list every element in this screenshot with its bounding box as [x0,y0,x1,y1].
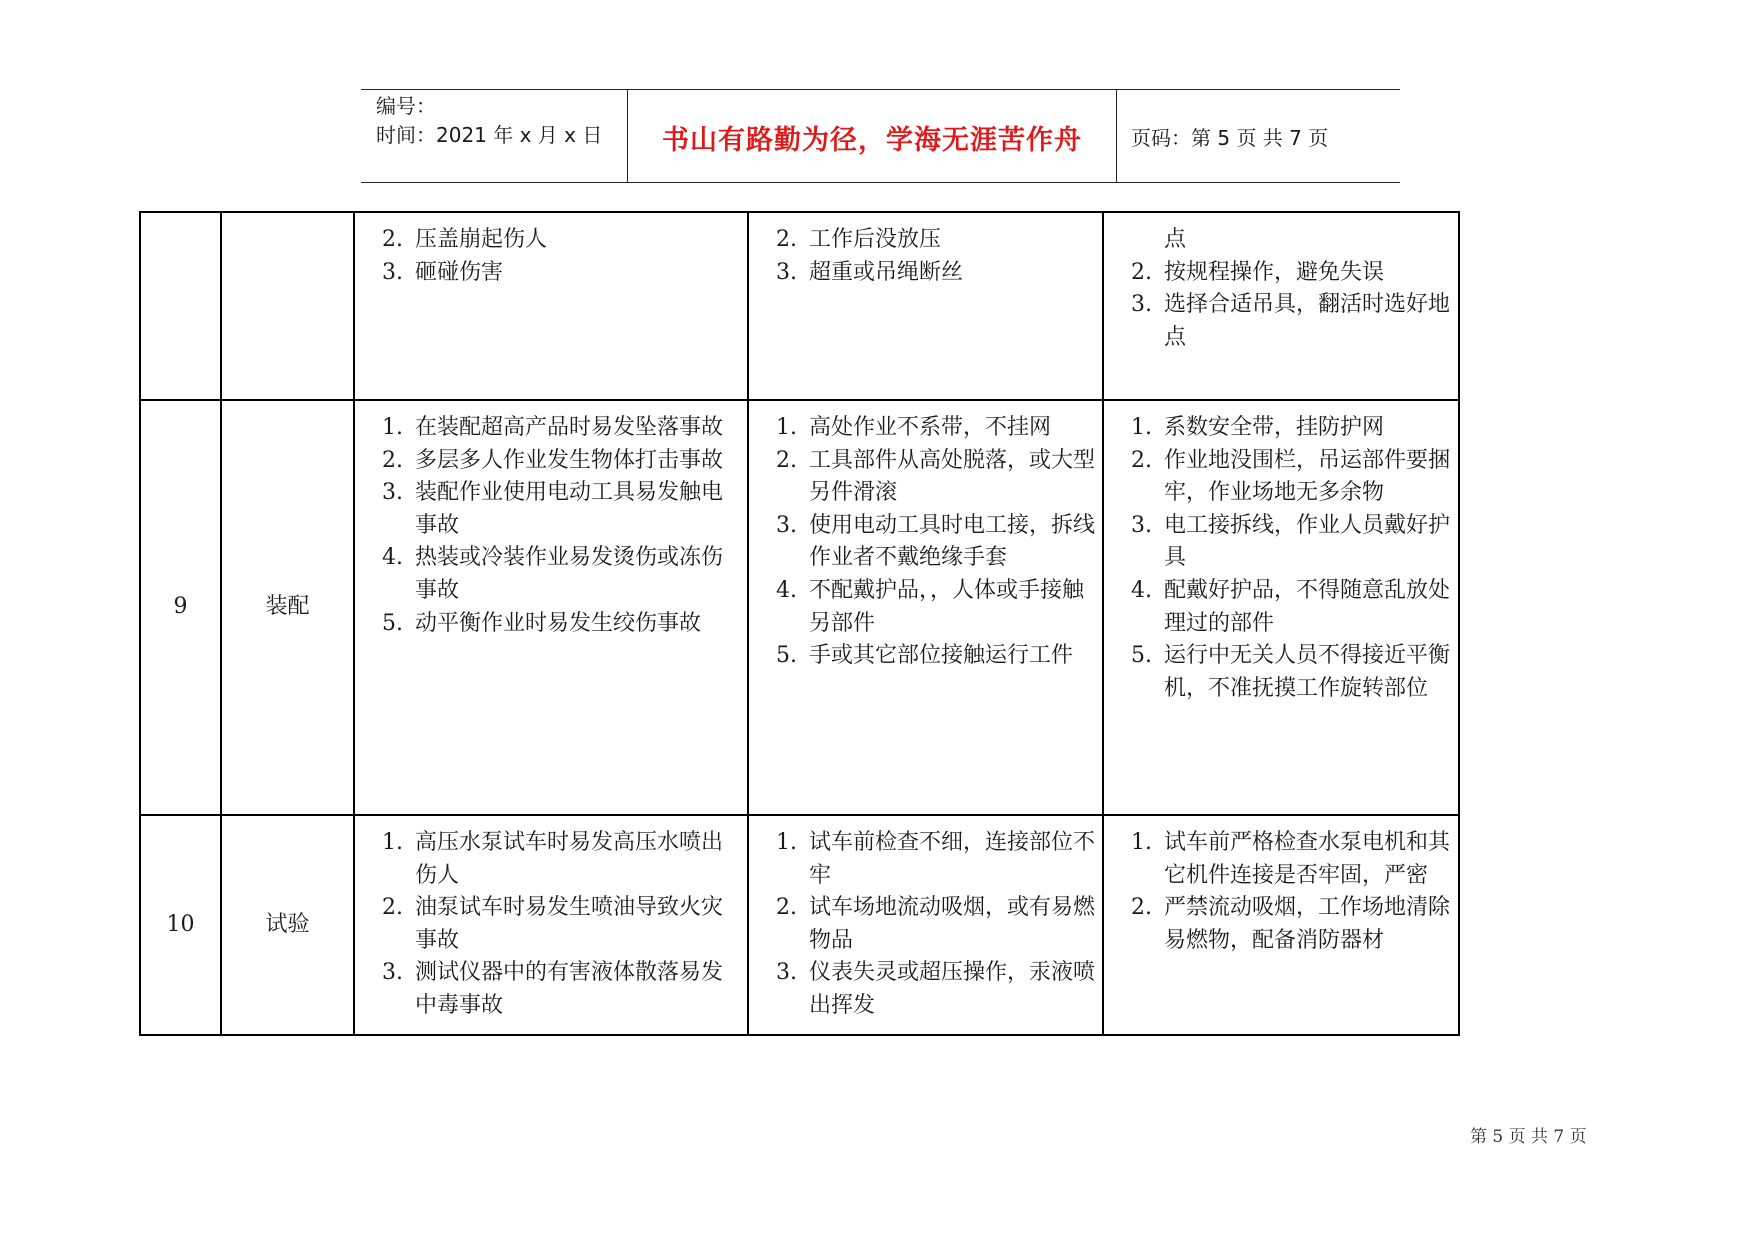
list-item [365,542,725,607]
list-item-number: 4. [1131,577,1152,603]
list-item-text: 装配作业使用电动工具易发触电事故 [415,480,724,538]
list-item-number: 3. [776,512,797,538]
header-motto: 书山有路勤为径，学海无涯苦作舟 [662,125,1082,156]
list-item-text: 选择合适吊具，翻活时选好地点 [1164,292,1451,350]
list-item-number: 4. [382,545,403,571]
list-item [1114,257,1456,290]
list-item [759,445,1099,510]
list-item-text: 试车场地流动吸烟，或有易燃物品 [809,895,1096,953]
list-item-number: 4. [776,577,797,603]
row-index: 10 [166,911,195,937]
list-item-text: 手或其它部位接触运行工件 [809,643,1074,669]
list-item-number: 3. [382,480,403,506]
row-measures [1114,827,1456,957]
list-item [1114,224,1456,257]
list-item-number: 1. [776,830,797,855]
row-causes [759,827,1099,1023]
header-top-rule [361,89,1400,90]
list-item-text: 动平衡作业时易发生绞伤事故 [415,610,702,636]
list-item-text: 在装配超高产品时易发坠落事故 [415,415,724,440]
list-item-text: 超重或吊绳断丝 [809,259,964,285]
list-item-text: 多层多人作业发生物体打击事故 [415,447,724,473]
serial-label: 编号： [376,94,436,118]
list-item-number [1114,224,1164,257]
list-item [1114,575,1456,640]
list-item-text: 工作后没放压 [809,227,942,252]
list-item-number: 1. [1131,415,1152,440]
list-item-number: 1. [382,415,403,440]
list-item [759,412,1099,445]
list-item-text: 压盖崩起伤人 [415,227,548,252]
list-item-number: 3. [776,960,797,986]
list-item-number: 2. [776,895,797,921]
list-item-text: 油泵试车时易发生喷油导致火灾事故 [415,895,724,953]
list-item-number: 3. [776,259,797,285]
list-item-number: 2. [1131,259,1152,285]
row-hazards [365,224,725,289]
date-label: 时间：2021 年 x 月 x 日 [376,123,603,147]
list-item [759,957,1099,1022]
list-item-text: 砸碰伤害 [415,259,504,285]
list-item-text: 测试仪器中的有害液体散落易发中毒事故 [415,960,724,1018]
list-item-text: 运行中无关人员不得接近平衡机，不准抚摸工作旋转部位 [1164,643,1451,701]
list-item-text: 电工接拆线，作业人员戴好护具 [1164,512,1451,571]
list-item-number: 5. [382,610,403,636]
list-item-number: 2. [776,227,797,252]
list-item [1114,640,1456,705]
list-item-text: 仪表失灵或超压操作，汞液喷出挥发 [809,960,1096,1018]
list-item-number: 1. [382,830,403,855]
row-causes [759,412,1099,673]
header-page-label: 页码：第 5 页 共 7 页 [1131,126,1329,150]
list-item-text: 作业地没围栏，吊运部件要捆牢，作业场地无多余物 [1164,447,1451,506]
list-item [759,575,1099,640]
list-item [759,257,1099,290]
list-item-text: 配戴好护品，不得随意乱放处理过的部件 [1164,577,1451,636]
list-item [365,608,725,641]
row-causes [759,224,1099,289]
list-item [1114,827,1456,892]
list-item-number: 5. [776,643,797,669]
list-item-text: 使用电动工具时电工接，拆线作业者不戴绝缘手套 [809,512,1096,571]
header-bottom-rule [361,182,1400,183]
header-divider-right [1116,90,1117,182]
list-item-number: 3. [1131,512,1152,538]
list-item-number: 3. [382,259,403,285]
list-item [365,257,725,290]
row-measures [1114,224,1456,354]
list-item [759,640,1099,673]
list-item [365,477,725,542]
row-hazards [365,827,725,1023]
table-vline [747,211,749,1036]
list-item [365,957,725,1022]
row-process: 试验 [265,911,310,937]
list-item-number: 2. [382,895,403,921]
list-item-text: 不配戴护品，，人体或手接触另部件 [809,577,1085,636]
list-item-number: 5. [1131,643,1152,669]
list-item-text: 热装或冷装作业易发烫伤或冻伤事故 [415,545,724,603]
list-item-number: 2. [382,447,403,473]
list-item-number: 2. [1131,447,1152,473]
row-hazards [365,412,725,640]
row-process: 装配 [265,594,310,620]
list-item-text: 严禁流动吸烟，工作场地清除易燃物，配备消防器材 [1164,895,1451,953]
table-vline [1458,211,1460,1036]
list-item [365,445,725,478]
list-item-text: 试车前严格检查水泵电机和其它机件连接是否牢固，严密 [1164,830,1451,888]
list-item-text: 高压水泵试车时易发高压水喷出伤人 [415,830,724,888]
page-footer: 第 5 页 共 7 页 [1470,1127,1587,1147]
list-item-number: 2. [1131,895,1152,921]
row-process [221,212,354,400]
row-index [140,212,221,400]
row-index: 9 [173,594,188,620]
list-item [1114,412,1456,445]
header-info [376,92,602,150]
list-item [1114,892,1456,957]
list-item-text: 高处作业不系带，不挂网 [809,415,1052,440]
list-item-text: 按规程操作，避免失误 [1164,259,1385,285]
list-item [1114,510,1456,575]
list-item-text: 工具部件从高处脱落，或大型另件滑滚 [809,447,1096,506]
list-item-text: 点 [1164,227,1187,252]
list-item-number: 1. [776,415,797,440]
list-item [759,224,1099,257]
list-item [365,827,725,892]
list-item-number: 1. [1131,830,1152,855]
list-item [1114,445,1456,510]
list-item [759,892,1099,957]
list-item-text: 系数安全带，挂防护网 [1164,415,1385,440]
list-item [759,827,1099,892]
list-item-text: 试车前检查不细，连接部位不牢 [809,830,1096,888]
table-vline [1102,211,1104,1036]
list-item-number: 3. [382,960,403,986]
list-item [365,412,725,445]
row-measures [1114,412,1456,705]
list-item-number: 3. [1131,292,1152,318]
list-item-number: 2. [776,447,797,473]
list-item [759,510,1099,575]
list-item-number: 2. [382,227,403,252]
list-item [1114,289,1456,354]
list-item [365,892,725,957]
list-item [365,224,725,257]
